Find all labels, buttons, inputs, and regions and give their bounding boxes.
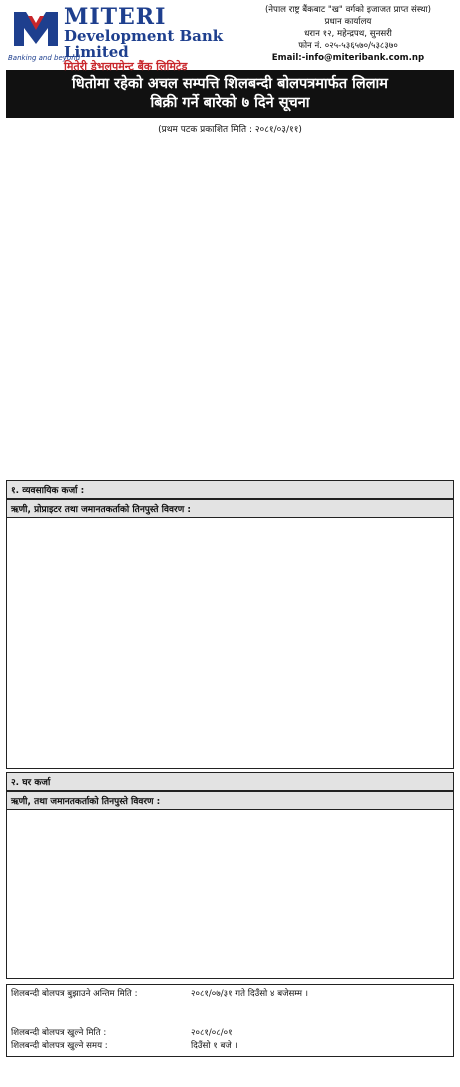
bid-schedule-value: २०८१/०८/०१ <box>191 1028 233 1038</box>
bank-name-line2: Development Bank Limited <box>64 27 224 61</box>
address-line: प्रधान कार्यालय <box>324 17 372 27</box>
section1-borrower-heading: ऋणी, प्रोप्राइटर तथा जमानतकर्ताको तिनपुस्ते विवरण : <box>7 499 453 518</box>
bid-schedule-value: दिउँसो १ बजे । <box>191 1041 238 1051</box>
bank-name-nepali: मितेरी डेभलपमेन्ट बैंक लिमिटेड <box>64 60 188 73</box>
bid-schedule-row <box>11 988 449 1001</box>
bid-schedule-row <box>11 1040 449 1053</box>
bid-schedule <box>6 984 454 1057</box>
bank-tagline: Banking and beyond <box>8 54 81 62</box>
bid-schedule-gap <box>11 1001 449 1027</box>
notice-title <box>6 70 454 118</box>
bid-schedule-value: २०८१/०७/३१ गते दिउँसो ४ बजेसम्म । <box>191 989 308 999</box>
section2-borrower-heading: ऋणी, तथा जमानतकर्ताको तिनपुस्ते विवरण : <box>7 791 453 810</box>
notice-body-area <box>6 135 454 477</box>
section2-heading: २. घर कर्जा <box>7 773 453 791</box>
bid-schedule-row <box>11 1027 449 1040</box>
section1-heading: १. व्यवसायिक कर्जा : <box>7 481 453 499</box>
bank-name <box>64 6 254 74</box>
address-line: फोन नं. ०२५-५३६५७०/५३८३७० <box>298 41 398 51</box>
bid-schedule-label: शिलबन्दी बोलपत्र खुल्ने मिति : <box>11 1028 107 1038</box>
bank-name-line1: MITERI <box>64 4 167 30</box>
address-line: धरान १२, महेन्द्रपथ, सुनसरी <box>304 29 392 39</box>
bank-email: Email:-info@miteribank.com.np <box>271 53 425 63</box>
address-line: (नेपाल राष्ट्र बैंकबाट "ख" वर्गको इजाजत प्राप्त संस्था) <box>264 5 432 15</box>
bank-logo-icon <box>10 6 62 50</box>
section2-details-area <box>7 810 453 978</box>
notice-title-line2: बिक्री गर्ने बारेको ७ दिने सूचना <box>150 95 310 111</box>
business-loan-section <box>6 480 454 769</box>
notice-title-line1: धितोमा रहेको अचल सम्पत्ति शिलबन्दी बोलपत्रमार्फत लिलाम <box>72 76 388 92</box>
section1-details-area <box>7 518 453 768</box>
bid-schedule-label: शिलबन्दी बोलपत्र बुझाउने अन्तिम मिति : <box>11 989 138 999</box>
letterhead <box>6 4 454 73</box>
bank-address <box>248 4 448 64</box>
bid-schedule-label: शिलबन्दी बोलपत्र खुल्ने समय : <box>11 1041 108 1051</box>
published-date: (प्रथम पटक प्रकाशित मिति : २०८१/०३/११) <box>158 125 302 135</box>
home-loan-section <box>6 772 454 979</box>
